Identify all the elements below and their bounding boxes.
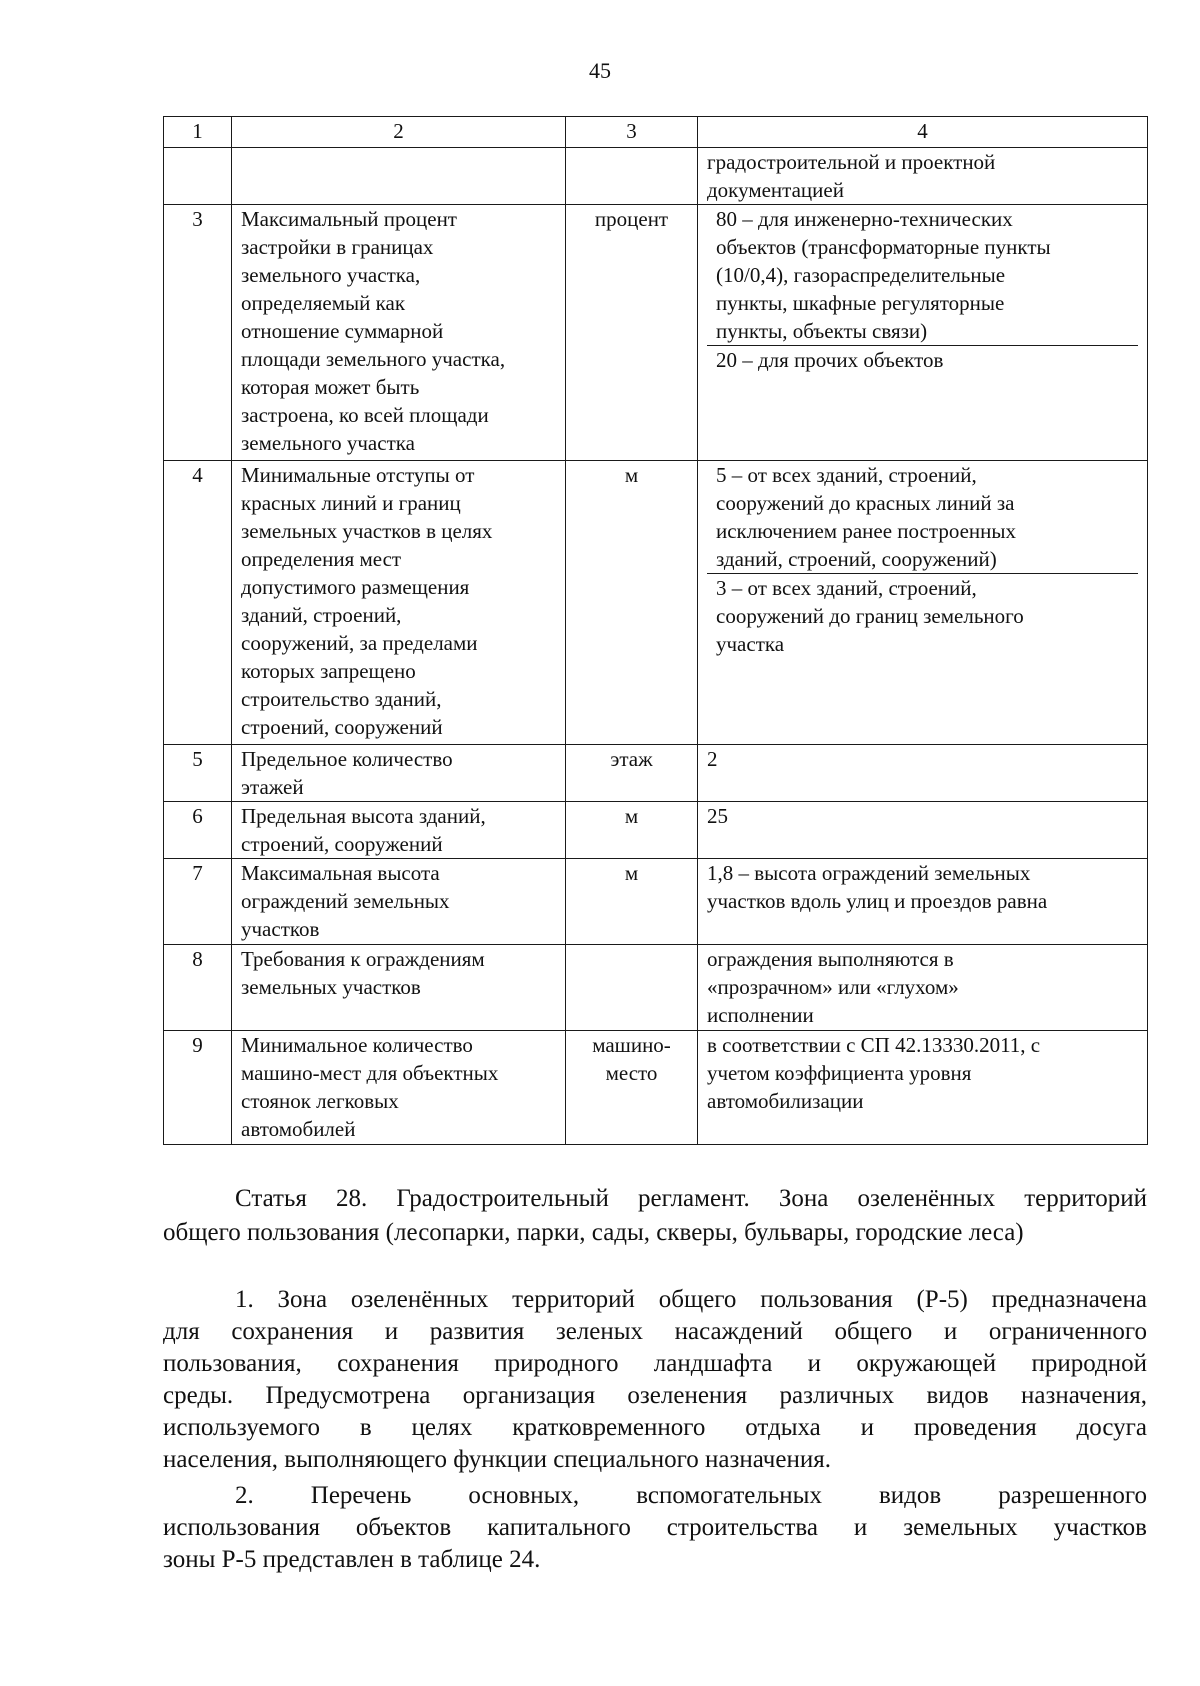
value-line: объектов (трансформаторные пункты [716, 235, 1051, 259]
param-name-cell [232, 461, 566, 745]
name-line: застроена, ко всей площади [241, 403, 489, 427]
name-line: застройки в границах [241, 235, 434, 259]
value-cell [698, 802, 1148, 859]
param-name-cell [232, 148, 566, 205]
unit-line: машино- [592, 1033, 671, 1057]
value-line: 2 [707, 747, 718, 771]
name-line: которая может быть [241, 375, 420, 399]
unit-cell: этаж [566, 745, 698, 802]
value-cell [698, 945, 1148, 1031]
name-line: стоянок легковых [241, 1089, 399, 1113]
value-line: (10/0,4), газораспределительные [716, 263, 1006, 287]
value-subcell [707, 574, 1138, 658]
unit-cell [566, 1031, 698, 1145]
value-line: автомобилизации [707, 1089, 864, 1113]
value-line: ограждения выполняются в [707, 947, 954, 971]
page-number: 45 [589, 58, 611, 83]
row-number-cell: 3 [164, 205, 232, 461]
regulation-table [163, 116, 1148, 1145]
value-cell [698, 461, 1148, 745]
name-line: площади земельного участка, [241, 347, 506, 371]
value-cell [698, 745, 1148, 802]
value-line: участка [716, 632, 785, 656]
value-line: 80 – для инженерно-технических [716, 207, 1013, 231]
unit-cell: м [566, 859, 698, 945]
paragraph-line: пользования, сохранения природного ландшафта и окружающей природной [163, 1350, 1147, 1377]
row-number-cell: 8 [164, 945, 232, 1031]
value-line: пункты, объекты связи) [716, 319, 928, 343]
value-line: «прозрачном» или «глухом» [707, 975, 959, 999]
unit-cell [566, 945, 698, 1031]
value-subcell [707, 461, 1138, 574]
name-line: ограждений земельных [241, 889, 450, 913]
name-line: строительство зданий, [241, 687, 442, 711]
value-line: градостроительной и проектной [707, 150, 996, 174]
value-line: сооружений до границ земельного [716, 604, 1024, 628]
row-number-cell [164, 148, 232, 205]
name-line: отношение суммарной [241, 319, 444, 343]
value-line: сооружений до красных линий за [716, 491, 1015, 515]
row-number-cell: 4 [164, 461, 232, 745]
table-row [164, 461, 1148, 745]
table-row [164, 1031, 1148, 1145]
row-number-cell: 6 [164, 802, 232, 859]
unit-line: место [605, 1061, 658, 1085]
value-line: пункты, шкафные регуляторные [716, 291, 1005, 315]
paragraph-1 [163, 1284, 1147, 1476]
value-line: 1,8 – высота ограждений земельных [707, 861, 1031, 885]
name-line: Минимальное количество [241, 1033, 473, 1057]
paragraph-2 [163, 1480, 1147, 1576]
row-number-cell: 9 [164, 1031, 232, 1145]
heading-line: Статья 28. Градостроительный регламент. Зона озеленённых территорий [235, 1185, 1147, 1212]
value-line: зданий, строений, сооружений) [716, 547, 997, 571]
value-line: 3 – от всех зданий, строений, [716, 576, 977, 600]
param-name-cell [232, 945, 566, 1031]
value-line: учетом коэффициента уровня [707, 1061, 972, 1085]
value-line: исключением ранее построенных [716, 519, 1016, 543]
unit-cell: м [566, 802, 698, 859]
param-name-cell [232, 745, 566, 802]
name-line: строений, сооружений [241, 832, 443, 856]
name-line: земельного участка, [241, 263, 421, 287]
name-line: земельных участков [241, 975, 421, 999]
value-line: документацией [707, 178, 844, 202]
param-name-cell [232, 859, 566, 945]
value-line: 25 [707, 804, 728, 828]
name-line: автомобилей [241, 1117, 356, 1141]
table-row [164, 205, 1148, 461]
name-line: Предельная высота зданий, [241, 804, 486, 828]
value-subcell [707, 346, 1138, 374]
unit-cell [566, 148, 698, 205]
paragraph-line: среды. Предусмотрена организация озеленения различных видов назначения, [163, 1382, 1147, 1409]
name-line: определения мест [241, 547, 402, 571]
name-line: сооружений, за пределами [241, 631, 478, 655]
name-line: земельного участка [241, 431, 415, 455]
header-cell: 2 [232, 117, 566, 148]
name-line: земельных участков в целях [241, 519, 493, 543]
param-name-cell [232, 802, 566, 859]
name-line: Максимальный процент [241, 207, 457, 231]
param-name-cell [232, 1031, 566, 1145]
unit-cell: процент [566, 205, 698, 461]
name-line: допустимого размещения [241, 575, 470, 599]
paragraph-line: используемого в целях кратковременного отдыха и проведения досуга [163, 1414, 1147, 1441]
paragraph-line: использования объектов капитального строительства и земельных участков [163, 1514, 1147, 1541]
name-line: Минимальные отступы от [241, 463, 475, 487]
paragraph-line: зоны Р-5 представлен в таблице 24. [163, 1546, 541, 1573]
unit-cell: м [566, 461, 698, 745]
header-cell: 1 [164, 117, 232, 148]
name-line: Предельное количество [241, 747, 453, 771]
value-line: 5 – от всех зданий, строений, [716, 463, 977, 487]
name-line: машино-мест для объектных [241, 1061, 499, 1085]
value-cell [698, 205, 1148, 461]
row-number-cell: 7 [164, 859, 232, 945]
paragraph-line: 1. Зона озеленённых территорий общего пользования (Р-5) предназначена [235, 1286, 1147, 1313]
paragraph-line: населения, выполняющего функции специального назначения. [163, 1446, 831, 1473]
table-row [164, 802, 1148, 859]
heading-line: общего пользования (лесопарки, парки, сады, скверы, бульвары, городские леса) [163, 1219, 1024, 1246]
paragraph-line: для сохранения и развития зеленых насаждений общего и ограниченного [163, 1318, 1147, 1345]
value-line: в соответствии с СП 42.13330.2011, с [707, 1033, 1041, 1057]
name-line: красных линий и границ [241, 491, 461, 515]
paragraph-line: 2. Перечень основных, вспомогательных видов разрешенного [235, 1482, 1147, 1509]
value-line: 20 – для прочих объектов [716, 348, 944, 372]
param-name-cell [232, 205, 566, 461]
table-row [164, 745, 1148, 802]
table-header-row [164, 117, 1148, 148]
value-line: участков вдоль улиц и проездов равна [707, 889, 1048, 913]
value-cell [698, 1031, 1148, 1145]
table-row [164, 859, 1148, 945]
table-row [164, 945, 1148, 1031]
name-line: Максимальная высота [241, 861, 440, 885]
name-line: зданий, строений, [241, 603, 402, 627]
value-cell [698, 148, 1148, 205]
table-row-continuation [164, 148, 1148, 205]
name-line: Требования к ограждениям [241, 947, 485, 971]
header-cell: 4 [698, 117, 1148, 148]
name-line: участков [241, 917, 320, 941]
row-number-cell: 5 [164, 745, 232, 802]
value-cell [698, 859, 1148, 945]
name-line: определяемый как [241, 291, 406, 315]
value-subcell [707, 205, 1138, 346]
name-line: строений, сооружений [241, 715, 443, 739]
name-line: этажей [241, 775, 304, 799]
name-line: которых запрещено [241, 659, 416, 683]
header-cell: 3 [566, 117, 698, 148]
article-heading [163, 1182, 1147, 1250]
value-line: исполнении [707, 1003, 814, 1027]
